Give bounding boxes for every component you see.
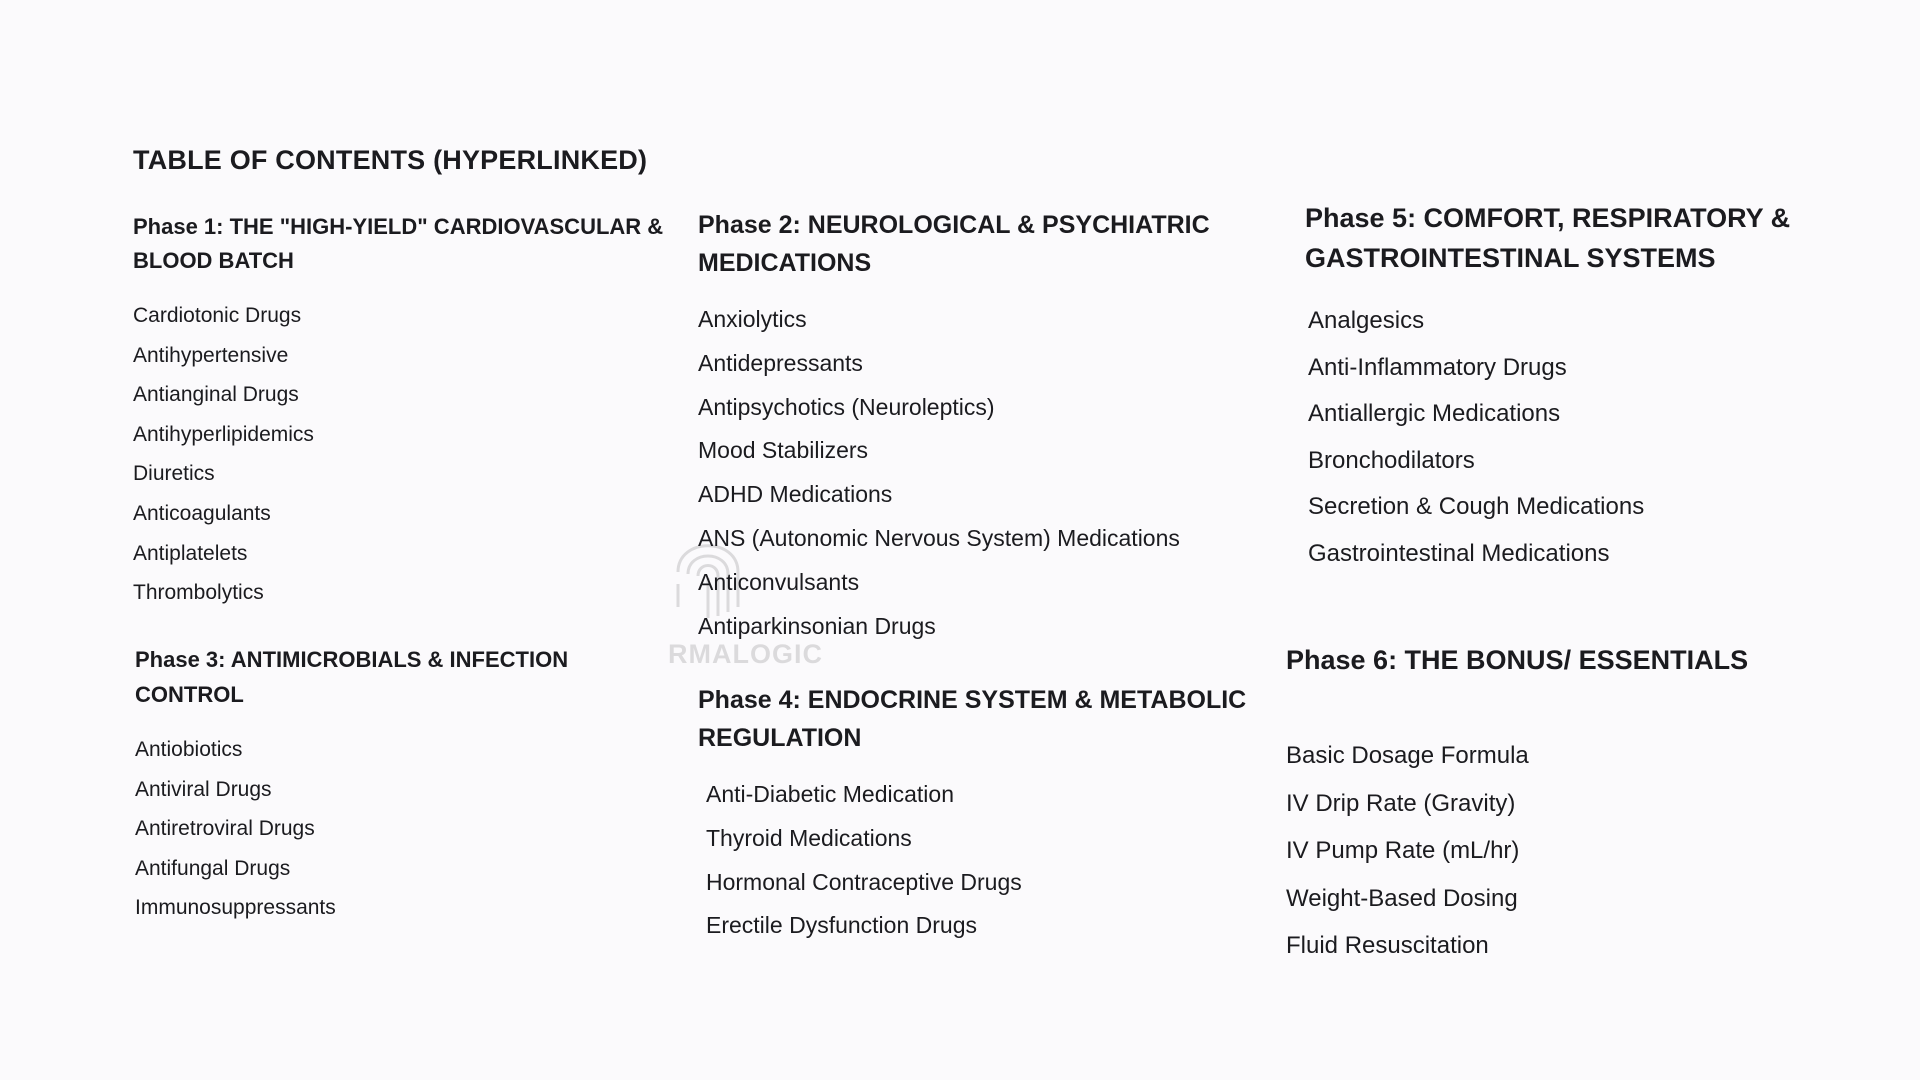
phase-1-heading-link[interactable]: Phase 1: THE "HIGH-YIELD" CARDIOVASCULAR & BLOOD BATCH xyxy=(133,214,664,273)
toc-link[interactable]: Mood Stabilizers xyxy=(698,437,869,464)
toc-link[interactable]: Antiplatelets xyxy=(133,541,248,565)
list-item xyxy=(1286,780,1846,828)
toc-link[interactable]: Antiallergic Medications xyxy=(1308,400,1561,427)
list-item xyxy=(698,561,1258,605)
phase-4-list xyxy=(706,773,1258,948)
toc-link[interactable]: Antifungal Drugs xyxy=(135,856,291,880)
toc-link[interactable]: Antiobiotics xyxy=(135,738,243,761)
list-item xyxy=(133,415,673,455)
list-item xyxy=(698,517,1258,561)
list-item xyxy=(133,375,673,415)
list-item xyxy=(1308,298,1845,345)
phase-2-section xyxy=(698,206,1258,648)
phase-4-heading-link[interactable]: Phase 4: ENDOCRINE SYSTEM & METABOLIC REGULATION xyxy=(698,686,1247,752)
list-item xyxy=(135,809,675,849)
toc-link[interactable]: Anxiolytics xyxy=(698,306,807,332)
toc-link[interactable]: Thrombolytics xyxy=(133,581,264,605)
list-item xyxy=(698,386,1258,430)
list-item xyxy=(135,770,675,810)
list-item xyxy=(698,605,1258,649)
phase-5-section xyxy=(1305,198,1845,577)
list-item xyxy=(1286,875,1846,923)
list-item xyxy=(133,296,673,336)
phase-3-list xyxy=(135,730,675,928)
toc-link[interactable]: Anti-Diabetic Medication xyxy=(706,781,955,807)
list-item xyxy=(135,849,675,889)
phase-6-list xyxy=(1286,732,1846,970)
list-item xyxy=(706,773,1258,817)
toc-link[interactable]: Analgesics xyxy=(1308,307,1425,334)
toc-link[interactable]: IV Drip Rate (Gravity) xyxy=(1286,789,1516,817)
phase-6-section xyxy=(1286,640,1846,970)
list-item xyxy=(133,534,673,574)
list-item xyxy=(698,342,1258,386)
list-item xyxy=(698,298,1258,342)
toc-link[interactable]: Antiparkinsonian Drugs xyxy=(698,612,936,639)
toc-link[interactable]: Antidepressants xyxy=(698,349,863,376)
list-item xyxy=(135,730,675,770)
list-item xyxy=(1308,438,1845,485)
phase-4-section xyxy=(698,681,1258,948)
list-item xyxy=(1308,484,1845,531)
toc-link[interactable]: Hormonal Contraceptive Drugs xyxy=(706,868,1022,895)
toc-link[interactable]: Secretion & Cough Medications xyxy=(1308,493,1645,520)
toc-link[interactable]: Antianginal Drugs xyxy=(133,383,299,407)
list-item xyxy=(1286,732,1846,780)
toc-link[interactable]: Antihyperlipidemics xyxy=(133,422,314,446)
phase-2-heading-link[interactable]: Phase 2: NEUROLOGICAL & PSYCHIATRIC MEDICATIONS xyxy=(698,211,1210,277)
page-title: TABLE OF CONTENTS (HYPERLINKED) xyxy=(133,145,648,175)
list-item xyxy=(698,429,1258,473)
list-item xyxy=(135,888,675,928)
toc-link[interactable]: Anti-Inflammatory Drugs xyxy=(1308,353,1567,381)
phase-2-list xyxy=(698,298,1258,648)
list-item xyxy=(133,336,673,376)
list-item xyxy=(706,861,1258,905)
phase-3-section xyxy=(135,642,675,928)
phase-6-heading-link[interactable]: Phase 6: THE BONUS/ ESSENTIALS xyxy=(1286,645,1749,675)
phase-1-section xyxy=(133,210,673,613)
toc-link[interactable]: Antiretroviral Drugs xyxy=(135,817,315,841)
toc-link[interactable]: ANS (Autonomic Nervous System) Medications xyxy=(698,524,1180,551)
phase-5-list xyxy=(1308,298,1845,577)
phase-1-list xyxy=(133,296,673,613)
toc-link[interactable]: IV Pump Rate (mL/hr) xyxy=(1286,837,1520,864)
toc-link[interactable]: Antiviral Drugs xyxy=(135,777,272,801)
list-item xyxy=(698,473,1258,517)
toc-link[interactable]: Anticonvulsants xyxy=(698,568,860,595)
toc-link[interactable]: Cardiotonic Drugs xyxy=(133,304,302,327)
toc-link[interactable]: Diuretics xyxy=(133,462,215,486)
toc-link[interactable]: Erectile Dysfunction Drugs xyxy=(706,912,977,939)
phase-5-heading-link[interactable]: Phase 5: COMFORT, RESPIRATORY & GASTROINTESTINAL SYSTEMS xyxy=(1305,203,1791,273)
toc-link[interactable]: ADHD Medications xyxy=(698,481,893,508)
toc-link[interactable]: Weight-Based Dosing xyxy=(1286,884,1518,912)
list-item xyxy=(1308,391,1845,438)
toc-link[interactable]: Antihypertensive xyxy=(133,343,289,367)
list-item xyxy=(706,817,1258,861)
list-item xyxy=(1286,922,1846,970)
phase-3-heading-link[interactable]: Phase 3: ANTIMICROBIALS & INFECTION CONTROL xyxy=(135,647,569,707)
list-item xyxy=(133,573,673,613)
watermark-text: RMALOGIC xyxy=(668,639,823,669)
toc-link[interactable]: Antipsychotics (Neuroleptics) xyxy=(698,393,995,420)
toc-link[interactable]: Immunosuppressants xyxy=(135,896,336,920)
list-item xyxy=(1308,531,1845,578)
list-item xyxy=(706,904,1258,948)
list-item xyxy=(133,494,673,534)
toc-link[interactable]: Bronchodilators xyxy=(1308,446,1475,474)
toc-link[interactable]: Anticoagulants xyxy=(133,501,271,525)
list-item xyxy=(1286,827,1846,875)
toc-link[interactable]: Basic Dosage Formula xyxy=(1286,742,1529,769)
list-item xyxy=(133,454,673,494)
toc-link[interactable]: Fluid Resuscitation xyxy=(1286,932,1489,959)
toc-link[interactable]: Gastrointestinal Medications xyxy=(1308,539,1610,567)
list-item xyxy=(1308,345,1845,392)
toc-link[interactable]: Thyroid Medications xyxy=(706,824,912,851)
